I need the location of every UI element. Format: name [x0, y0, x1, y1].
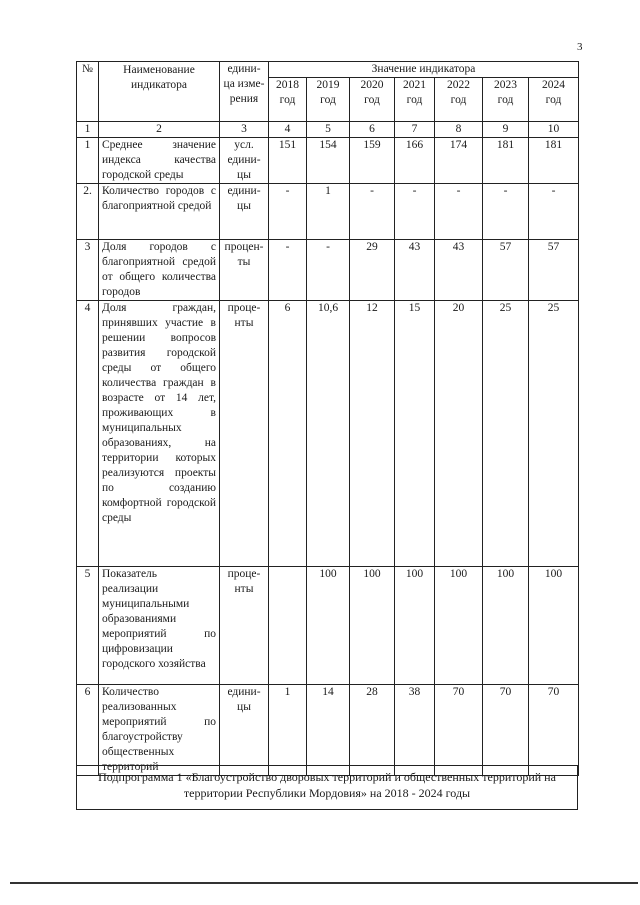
table-row: [77, 240, 579, 301]
column-number-row: [77, 122, 579, 138]
indicator-value: -: [483, 184, 529, 240]
header-year-6: [529, 78, 579, 122]
indicator-value: -: [269, 184, 307, 240]
indicator-unit: процен-ты: [220, 240, 269, 301]
indicator-value: 43: [395, 240, 435, 301]
column-number: 2: [99, 122, 220, 138]
indicator-unit: едини-цы: [220, 685, 269, 776]
indicator-value: 70: [483, 685, 529, 776]
year-label: 2021: [403, 79, 426, 91]
header-year-4: [435, 78, 483, 122]
indicator-name: Доля граждан, принявших участие в решении вопросов развития городской среды от общего количества граждан в возрасте от 14 лет, проживающих в муниципальных образованиях, на территории которых реализуются проекты по созданию комфортной городской среды: [99, 301, 220, 567]
indicator-value: 15: [395, 301, 435, 567]
header-row-top: [77, 62, 579, 78]
table-row: [77, 184, 579, 240]
column-number: 1: [77, 122, 99, 138]
indicator-value: -: [395, 184, 435, 240]
year-label: 2024: [542, 79, 566, 91]
indicator-value: 100: [307, 567, 350, 685]
header-name: Наименование индикатора: [99, 62, 220, 122]
indicator-name: Показатель реализации муниципальными образованиями мероприятий по цифровизации городского хозяйства: [99, 567, 220, 685]
indicator-name: Количество реализованных мероприятий по благоустройству общественных территорий: [99, 685, 220, 776]
table-row: [77, 567, 579, 685]
page-bottom-rule: [10, 882, 638, 884]
header-year-5: [483, 78, 529, 122]
header-year-0: [269, 78, 307, 122]
indicator-value: 154: [307, 138, 350, 184]
indicator-unit: усл. едини-цы: [220, 138, 269, 184]
indicator-value: 151: [269, 138, 307, 184]
header-year-2: [350, 78, 395, 122]
indicator-value: 28: [350, 685, 395, 776]
year-label: 2022: [447, 79, 470, 91]
indicator-value: 159: [350, 138, 395, 184]
subprogram-title: Подпрограмма 1 «Благоустройство дворовых территорий и общественных территорий на территории Республики Мордовия» на 2018 - 2024 годы: [76, 765, 578, 810]
indicator-value: 20: [435, 301, 483, 567]
year-label: 2019: [316, 79, 340, 91]
header-value-group: Значение индикатора: [269, 62, 579, 78]
indicator-value: 12: [350, 301, 395, 567]
indicator-value: -: [307, 240, 350, 301]
indicator-value: -: [529, 184, 579, 240]
indicator-value: 70: [529, 685, 579, 776]
indicator-value: 57: [483, 240, 529, 301]
header-unit: едини-ца изме-рения: [220, 62, 269, 122]
indicator-value: 181: [483, 138, 529, 184]
year-suffix: год: [364, 94, 380, 106]
year-label: 2023: [494, 79, 517, 91]
column-number: 9: [483, 122, 529, 138]
indicator-value: 25: [529, 301, 579, 567]
column-number: 5: [307, 122, 350, 138]
row-number: 2.: [77, 184, 99, 240]
column-number: 3: [220, 122, 269, 138]
header-year-3: [395, 78, 435, 122]
year-suffix: год: [545, 94, 562, 106]
indicator-value: 43: [435, 240, 483, 301]
year-suffix: год: [406, 94, 423, 106]
indicator-value: 70: [435, 685, 483, 776]
indicator-value: 38: [395, 685, 435, 776]
indicator-value: 29: [350, 240, 395, 301]
table-row: [77, 138, 579, 184]
indicator-value: 100: [435, 567, 483, 685]
indicator-value: 14: [307, 685, 350, 776]
indicator-value: [269, 567, 307, 685]
column-number: 7: [395, 122, 435, 138]
row-number: 6: [77, 685, 99, 776]
year-label: 2018: [276, 79, 299, 91]
indicator-name: Количество городов с благоприятной средой: [99, 184, 220, 240]
indicator-value: 181: [529, 138, 579, 184]
indicator-value: -: [269, 240, 307, 301]
indicator-value: 100: [395, 567, 435, 685]
indicator-value: -: [350, 184, 395, 240]
indicator-unit: проце-нты: [220, 567, 269, 685]
indicator-value: 100: [483, 567, 529, 685]
header-year-1: [307, 78, 350, 122]
indicator-value: -: [435, 184, 483, 240]
indicator-name: Среднее значение индекса качества городской среды: [99, 138, 220, 184]
indicator-name: Доля городов с благоприятной средой от общего количества городов: [99, 240, 220, 301]
row-number: 1: [77, 138, 99, 184]
header-num: №: [77, 62, 99, 122]
indicator-unit: проце-нты: [220, 301, 269, 567]
indicator-value: 166: [395, 138, 435, 184]
year-label: 2020: [360, 79, 384, 91]
page-number: 3: [577, 41, 583, 53]
indicator-value: 174: [435, 138, 483, 184]
year-suffix: год: [320, 94, 336, 106]
column-number: 8: [435, 122, 483, 138]
table-row: [77, 685, 579, 776]
indicator-value: 1: [269, 685, 307, 776]
row-number: 4: [77, 301, 99, 567]
year-suffix: год: [450, 94, 467, 106]
indicator-value: 1: [307, 184, 350, 240]
indicator-value: 100: [350, 567, 395, 685]
row-number: 3: [77, 240, 99, 301]
row-number: 5: [77, 567, 99, 685]
indicator-value: 100: [529, 567, 579, 685]
indicator-unit: едини-цы: [220, 184, 269, 240]
year-suffix: год: [497, 94, 514, 106]
column-number: 4: [269, 122, 307, 138]
indicator-value: 25: [483, 301, 529, 567]
table-row: [77, 301, 579, 567]
indicator-value: 10,6: [307, 301, 350, 567]
column-number: 6: [350, 122, 395, 138]
indicator-value: 57: [529, 240, 579, 301]
column-number: 10: [529, 122, 579, 138]
indicator-value: 6: [269, 301, 307, 567]
year-suffix: год: [279, 94, 296, 106]
indicator-table: [76, 61, 579, 776]
